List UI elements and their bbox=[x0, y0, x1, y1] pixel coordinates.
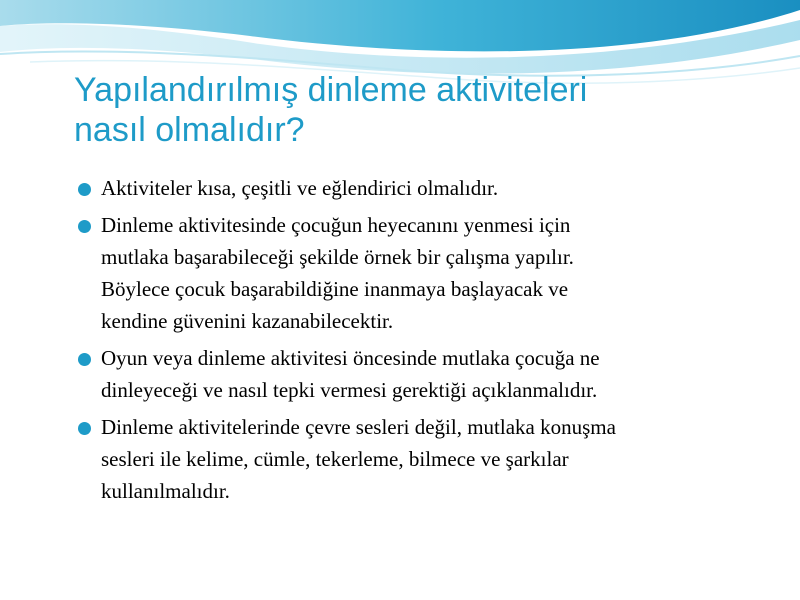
bullet-text-line: sesleri ile kelime, cümle, tekerleme, bilmece ve şarkılar bbox=[101, 447, 569, 471]
bullet-dot-icon bbox=[78, 183, 91, 196]
bullet-item bbox=[76, 342, 776, 406]
bullet-dot-icon bbox=[78, 353, 91, 366]
bullet-item bbox=[76, 411, 776, 507]
bullet-text-line: Oyun veya dinleme aktivitesi öncesinde mutlaka çocuğa ne bbox=[101, 346, 600, 370]
slide-title-line: Yapılandırılmış dinleme aktiviteleri bbox=[74, 71, 588, 109]
bullet-text-line: mutlaka başarabileceği şekilde örnek bir çalışma yapılır. bbox=[101, 245, 574, 269]
bullet-dot-icon bbox=[78, 422, 91, 435]
bullet-text-line: Aktiviteler kısa, çeşitli ve eğlendirici olmalıdır. bbox=[101, 176, 499, 200]
bullet-text-line: kullanılmalıdır. bbox=[101, 479, 230, 503]
bullet-dot-icon bbox=[78, 220, 91, 233]
slide-title bbox=[74, 70, 774, 150]
bullet-item bbox=[76, 209, 776, 337]
slide-title-line: nasıl olmalıdır? bbox=[74, 111, 305, 149]
bullet-text-line: Dinleme aktivitelerinde çevre sesleri değil, mutlaka konuşma bbox=[101, 415, 616, 439]
bullet-text-line: Böylece çocuk başarabildiğine inanmaya başlayacak ve bbox=[101, 277, 569, 301]
bullet-text-line: Dinleme aktivitesinde çocuğun heyecanını yenmesi için bbox=[101, 213, 571, 237]
bullet-text-line: kendine güvenini kazanabilecektir. bbox=[101, 309, 394, 333]
bullet-item bbox=[76, 172, 776, 204]
bullet-text-line: dinleyeceği ve nasıl tepki vermesi gerektiği açıklanmalıdır. bbox=[101, 378, 598, 402]
bullet-list bbox=[76, 172, 776, 512]
